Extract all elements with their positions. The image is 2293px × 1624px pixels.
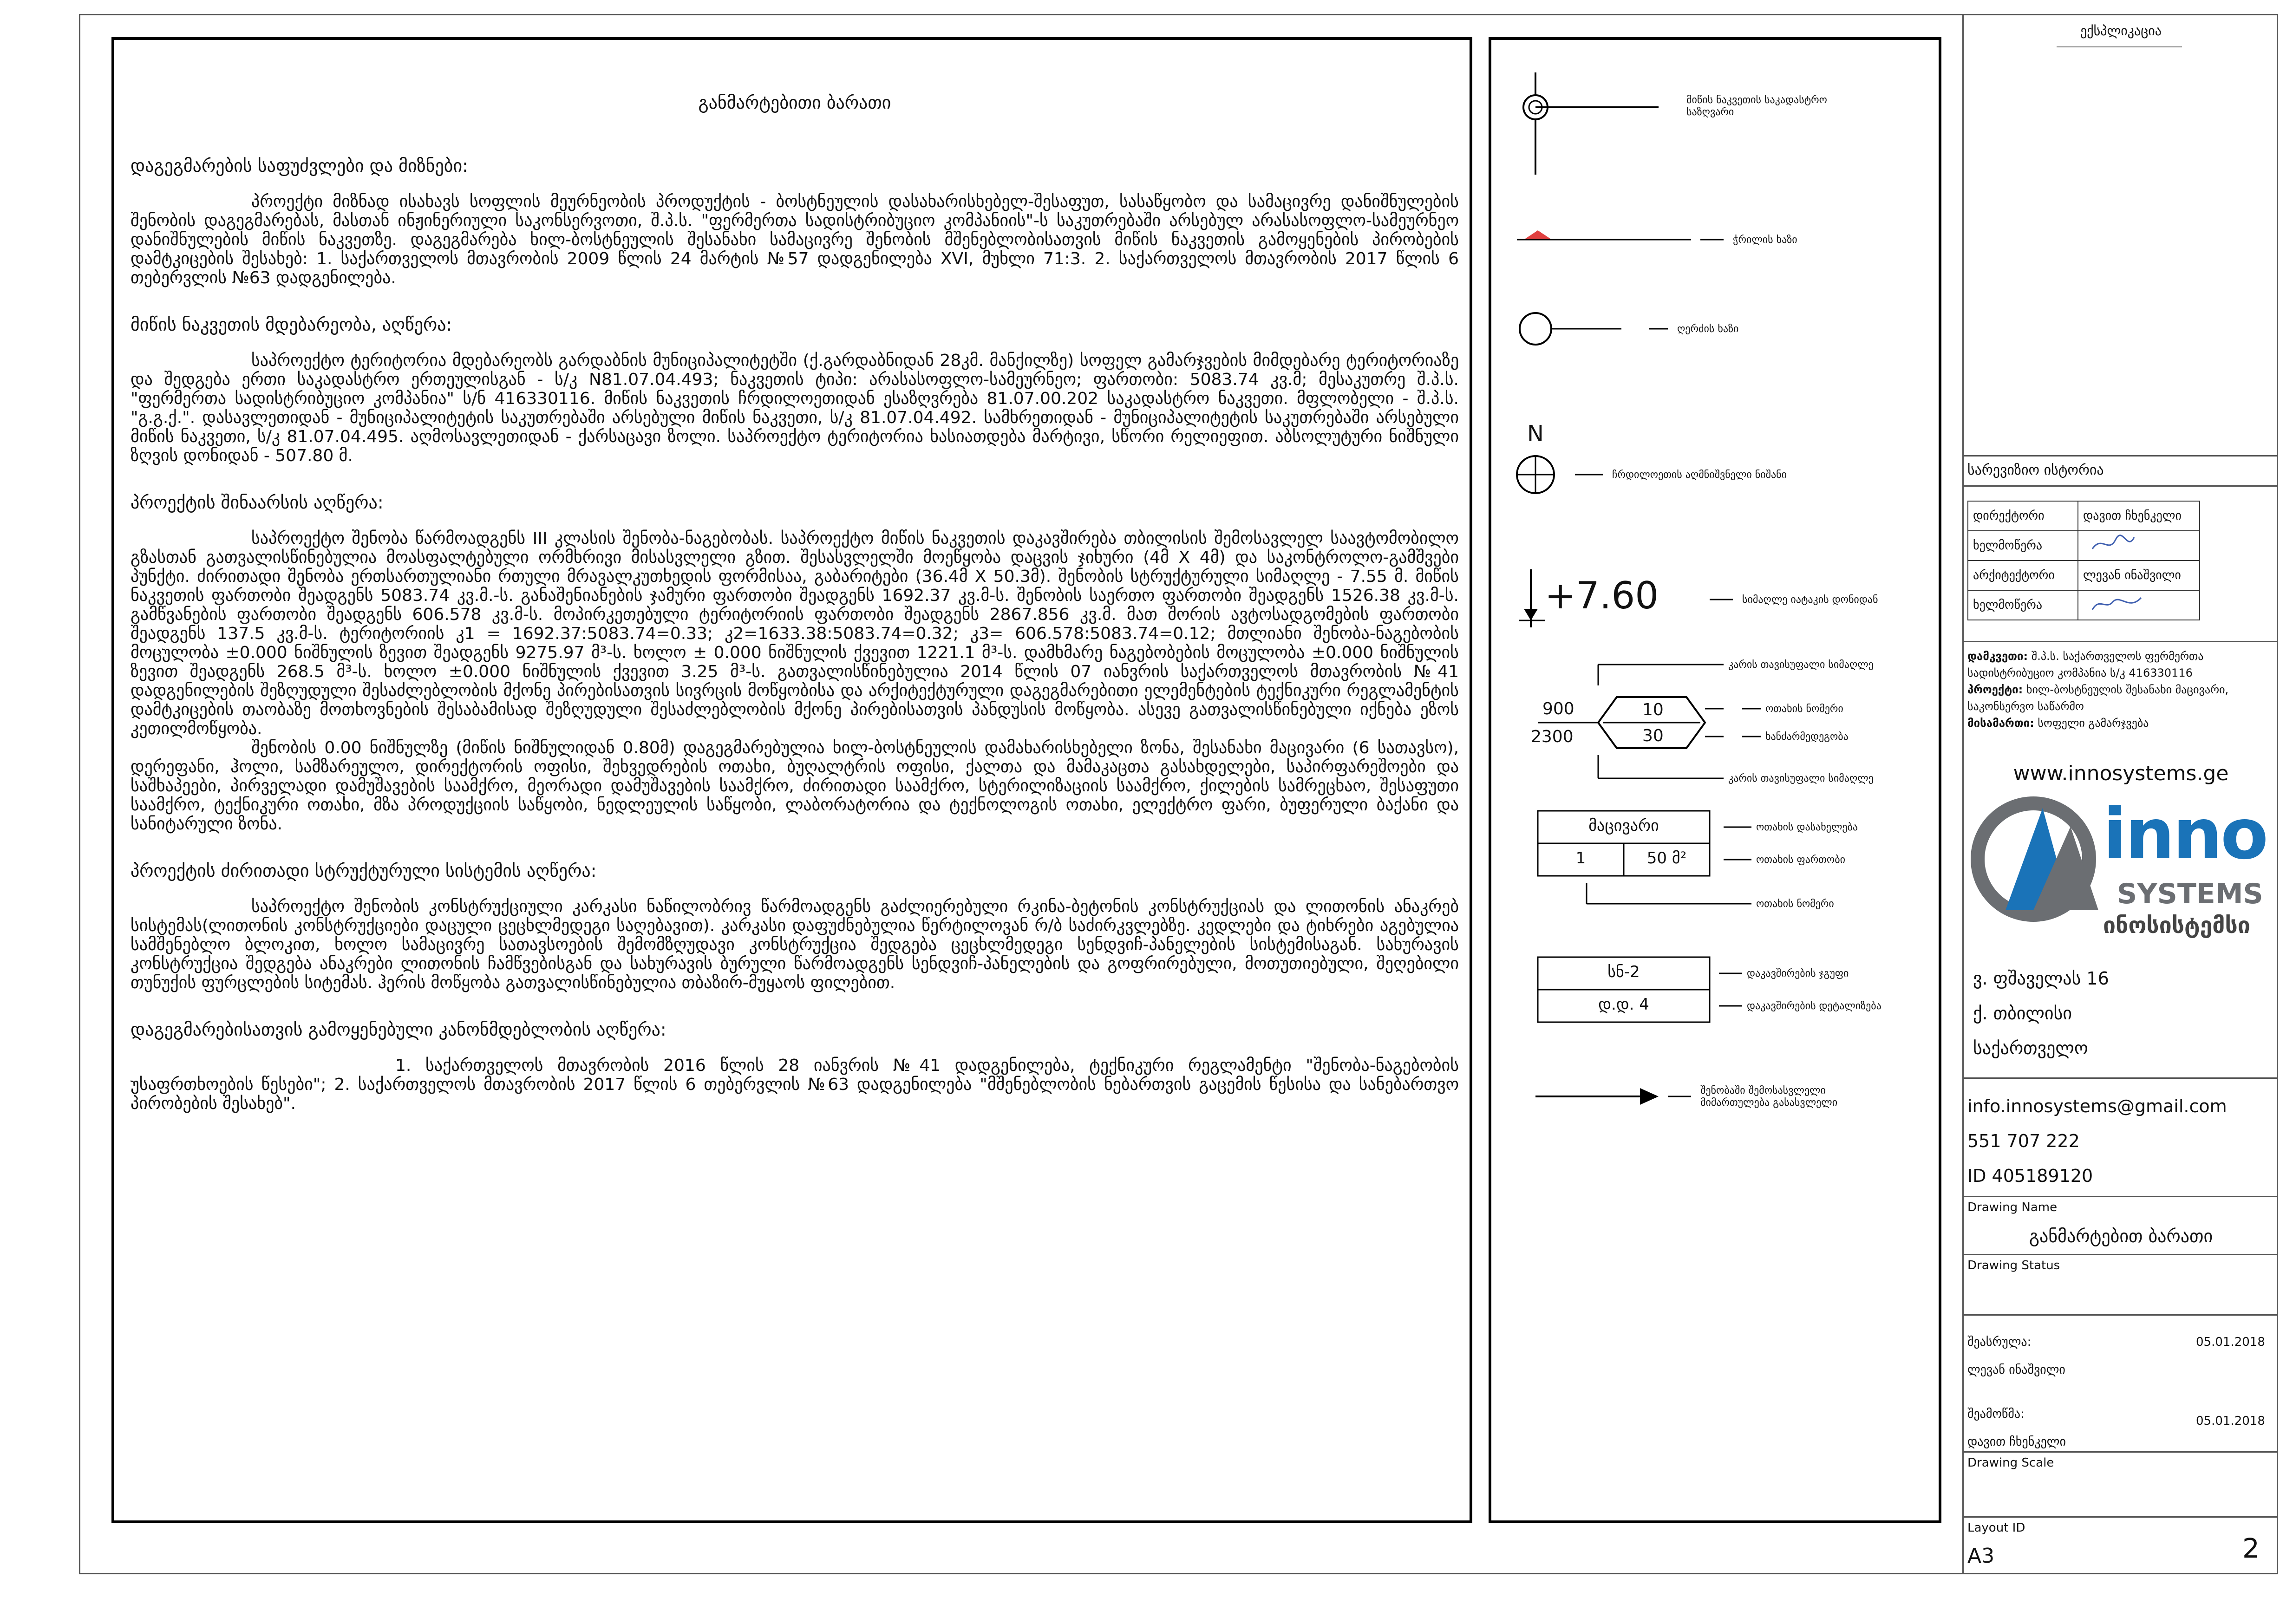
drawing-scale-label: Drawing Scale (1967, 1456, 2054, 1470)
table-row (1968, 501, 2200, 531)
role-cell: დირექტორი (1968, 501, 2078, 531)
door-top-value: 900 (1542, 699, 1574, 718)
table-row (1968, 561, 2200, 590)
logo-main-text: inno (2103, 794, 2267, 875)
level-value: +7.60 (1545, 574, 1659, 617)
drawing-status-label: Drawing Status (1967, 1259, 2060, 1272)
performed-date: 05.01.2018 (2196, 1335, 2265, 1349)
logo-geo-text: ინოსისტემსი (2103, 913, 2250, 939)
legend-label: კარის თავისუფალი სიმაღლე (1728, 659, 1874, 671)
logo-sub-text: SYSTEMS (2117, 878, 2263, 910)
room-area: 50 მ² (1646, 849, 1687, 867)
arrow-right-icon (1535, 1088, 1691, 1105)
cadastre-point-icon (1523, 72, 1659, 175)
role-cell: არქიტექტორი (1968, 561, 2078, 590)
group-detail: დ.დ. 4 (1598, 995, 1649, 1014)
table-row (1968, 531, 2200, 561)
signature-cell (2078, 590, 2200, 620)
legend-label: დაკავშირების დეტალიზება (1747, 1000, 1881, 1012)
legend-label: ჭრილის ხაზი (1733, 234, 1797, 246)
door-tag-icon (1538, 665, 1761, 778)
section-heading: მიწის ნაკვეთის მდებარეობა, აღწერა: (131, 314, 452, 335)
revision-table (1967, 501, 2200, 620)
layout-label: Layout ID (1967, 1521, 2025, 1535)
role-cell: ხელმოწერა (1968, 531, 2078, 561)
company-id: ID 405189120 (1967, 1166, 2093, 1186)
north-letter: N (1527, 421, 1544, 447)
table-row (1968, 590, 2200, 620)
section-heading: პროექტის ძირითადი სტრუქტურული სისტემის აღწერა: (131, 861, 597, 881)
legend-panel (1489, 37, 1941, 1523)
room-name: მაცივარი (1588, 816, 1659, 835)
legend-label: ღერძის ხაზი (1677, 323, 1739, 335)
signature-icon (2083, 533, 2139, 556)
notes-body (131, 93, 1459, 1141)
section-paragraph: 1. საქართველოს მთავრობის 2016 წლის 28 იანვრის №41 დადგენილება, ტექნიკური რეგლამენტი "შენობა-ნაგებობის უსაფრთხოების წესები"; 2. საქართველოს მთავრობის 2017 წლის 6 თებერვლის №63 დადგენილება "მშენებლობის ნებართვის გაცემის წესისა და სანებართვო პირობების შესახებ". (131, 1056, 1459, 1113)
legend-label: ოთახის დასახელება (1756, 822, 1858, 833)
legend-label: დაკავშირების ჯგუფი (1747, 968, 1849, 979)
section-heading: დაგეგმარების საფუძვლები და მიზნები: (131, 156, 468, 176)
name-cell: ლევან ინაშვილი (2078, 561, 2200, 590)
legend-label: ჩრდილოეთის აღმნიშვნელი ნიშანი (1612, 469, 1787, 481)
layout-id: A3 (1967, 1544, 1995, 1568)
drawing-name-label: Drawing Name (1967, 1200, 2058, 1214)
signature-cell (2078, 531, 2200, 561)
door-code-bottom: 30 (1642, 726, 1664, 745)
legend-label: ოთახის ნომერი (1756, 898, 1834, 910)
legend-label: ოთახის ფართობი (1756, 854, 1845, 866)
revision-title: სარევიზიო ისტორია (1967, 462, 2104, 478)
country: საქართველო (1973, 1038, 2088, 1058)
circle-icon (1520, 313, 1668, 345)
red-triangle-icon (1517, 230, 1724, 240)
performed-label: შეასრულა: (1967, 1335, 2032, 1349)
group-code: სნ-2 (1607, 963, 1640, 981)
section-paragraph: პროექტი მიზნად ისახავს სოფლის მეურნეობის პროდუქტის - ბოსტნეულის დასახარისხებელ-შესაფუთ, სასაწყობო და სამაცივრე დანიშნულების შენობის დაგეგმარებას, მასთან ინჟინერიული საკონსერვოთი, შ.პ.ს. "ფერმერთა სადისტრიბუციო კომპანიის"-ს საკუთრებაში არსებულ არასასოფლო-სამეურნეო დანიშნულების მიწის ნაკვეთზე. დაგეგმარება ხილ-ბოსტნეულის შესანახი სამაცივრე შენობის მშენებლობისათვის მიწის ნაკვეთის გამოყენების პირობების დამტკიცების შესახებ: 1. საქართველოს მთავრობის 2009 წლის 24 მარტის №57 დადგენილება XVI, მუხლი 71:3. 2. საქართველოს მთავრობის 2017 წლის 6 თებერვლის №63 დადგენილება. (131, 192, 1459, 287)
door-bottom-value: 2300 (1531, 727, 1574, 746)
project-info: დამკვეთი: შ.პ.ს. საქართველოს ფერმერთა სადისტრიბუციო კომპანია ს/კ 416330116 პროექტი: ხილ-ბოსტნეულის შესანახი მაცივარი, საკონსერვო საწარმო მისამართი: სოფელი გამარჯვება (1967, 650, 2229, 730)
notes-title: განმარტებითი ბარათი (698, 92, 891, 113)
room-number: 1 (1575, 849, 1586, 867)
street: ვ. ფშაველას 16 (1973, 968, 2109, 989)
legend-label: შენობაში შემოსასვლელი მიმართულება გასასვლელი (1700, 1085, 1838, 1109)
drawing-name: განმარტებით ბარათი (2029, 1226, 2213, 1246)
phone: 551 707 222 (1967, 1131, 2080, 1151)
notes-panel (111, 37, 1472, 1523)
role-cell: ხელმოწერა (1968, 590, 2078, 620)
legend-label: სიმაღლე იატაკის დონიდან (1742, 594, 1878, 606)
door-code-top: 10 (1642, 700, 1664, 719)
checked-label: შეამოწმა: (1967, 1407, 2025, 1421)
city: ქ. თბილისი (1973, 1003, 2072, 1024)
legend-label: კარის თავისუფალი სიმაღლე (1728, 773, 1874, 784)
name-cell: დავით ჩხენკელი (2078, 501, 2200, 531)
explanation-title: ექსპლიკაცია (2080, 23, 2162, 39)
section-paragraph: შენობის 0.00 ნიშნულზე (მიწის ნიშნულიდან 0.80მ) დაგეგმარებულია ხილ-ბოსტნეულის დამახარისხებელი ზონა, შესანახი მაცივარი (6 სათავსო), დერეფანი, ჰოლი, სამზარეულო, დირექტორის ოფისი, შეხვედრების ოთახი, ბუღალტრის ოფისი, ქალთა და მამაკაცთა გასახდელები, საპირფარეშოები და საშხაპეები, პირველადი დამუშავების საამქრო, მეორადი დამუშავების საამქრო, ძირითადი საამქრო, სტერილიზაციის საამქრო, ქილების სამრეცხაო, შესაფუთი საამქრო, ტექნიკური ოთახი, მზა პროდუქციის საწყობი, ნედლეულის საწყობი, ლაბორატორია და ტექნოლოგის ოთახი, ელექტრო ფარი, ბუფერული ბაქანი და სანიტარული ზონა. (131, 738, 1459, 834)
legend-label: მიწის ნაკვეთის საკადასტრო საზღვარი (1686, 94, 1827, 118)
website[interactable]: www.innosystems.ge (2013, 762, 2229, 785)
checked-by: დავით ჩხენკელი (1967, 1435, 2066, 1449)
checked-date: 05.01.2018 (2196, 1414, 2265, 1428)
section-paragraph: საპროექტო შენობის კონსტრუქციული კარკასი ნაწილობრივ წარმოადგენს გაძლიერებული რკინა-ბეტონის კონსტრუქციას და ლითონის ანაკრებ სისტემას(ლითონის კონსტრუქციები დაცული ცეცხლმედეგი საღებავით). კარკასი დაფუძნებულია წერტილოვან რ/ბ საძირკვლებზე. კედლები და ტიხრები აგებულია სამშენებლო ბლოკით, ხოლო სამაცივრე სათავსოების შემომზღუდავი კონსტრუქცია შედგება ცეცხლმედეგი სენდვიჩ-პანელების სისტემისაგან. სახურავის კონსტრუქცია შედგება ანაკრები ლითონის ჩამწვებისგან და სახურავის ბურული წარმოადგენს სენდვიჩ-პანელების და გოფრირებული, მოთუთიებული, შეღებილი თუნუქის ფურცლების სიტემას. ჰერის მოწყობა გათვალისწინებულია თბაზირ-მუყაოს ფილებით. (131, 897, 1459, 992)
legend-label: ხანძარმედეგობა (1765, 731, 1849, 743)
north-arrow-icon (1517, 456, 1603, 493)
section-paragraph: საპროექტო შენობა წარმოადგენს III კლასის შენობა-ნაგებობას. საპროექტო მიწის ნაკვეთის დაკავშირება თბილისის შემოსავლელ საავტომობილო გზასთან გათვალისწინებულია მოასფალტებული ორმხრივი მისასვლელი გზით. შესასვლელში მოეწყობა დაცვის ჯიხური (4მ X 4მ) და საკონტროლო-გამშვები პუნქტი. ძირითადი შენობა ერთსართულიანი რთული მრავალკუთხედის ფორმისაა, გაბარიტები (36.4მ X 50.3მ). შენობის სტრუქტურული სიმაღლე - 7.55 მ. მიწის ნაკვეთის ფართობი შეადგენს 5083.74 კვ.მ.-ს. განაშენიანების ჯამური ფართობი შეადგენს 1692.37 კვ.მ-ს. შენობის საერთო ფართობი შეადგენს 1526.38 კვ.მ-ს. გამწვანების ფართობი შეადგენს 606.578 კვ.მ-ს. მოპირკეთებული ტერიტორიის ფართობი შეადგენს 2867.856 კვ.მ. მათ შორის ავტოსადგომების ფართობი შეადგენს 137.5 კვ.მ-ს. ტერიტორიის კ1 = 1692.37:5083.74=0.33; კ2=1633.38:5083.74=0.32; კ3= 606.578:5083.74=0.12; მთლიანი შენობა-ნაგებობის მოცულობა ±0.000 ნიშნულის ზევით შეადგენს 9275.97 მ³-ს. ხოლო ± 0.000 ნიშნულის ქვევით 1221.1 მ³-ს. დამხმარე ნაგებობების მოცულობა ±0.000 ნიშნულის ზევით შეადგენს 268.5 მ³-ს. ხოლო ±0.000 ნიშნულის ქვევით 3.25 მ³-ს. გათვალისწინებულია 2014 წლის 07 იანვრის საქართველოს მთავრობის №41 დადგენილების შეზღუდული შესაძლებლობის მქონე პირებისათვის სივრცის მოწყობისა და არქიტექტურული დაგეგმარებითი ელემენტების ტექნიკური რეგლამენტის დამტკიცების თაობაზე მოთხოვნების შესაბამისად შეზღუდული შესაძლებლობის მქონე პირებისათვის პანდუსის მოწყობა. ასევე გათვალისწინებული იქნება ეზოს კეთილმოწყობა. (131, 529, 1459, 738)
signature-icon (2083, 592, 2148, 615)
sheet-number: 2 (2242, 1533, 2260, 1564)
section-heading: პროექტის შინაარსის აღწერა: (131, 492, 384, 513)
performed-by: ლევან ინაშვილი (1967, 1363, 2065, 1377)
section-heading: დაგეგმარებისათვის გამოყენებული კანონმდებლობის აღწერა: (131, 1019, 666, 1040)
email[interactable]: info.innosystems@gmail.com (1967, 1096, 2227, 1116)
titleblock (1964, 14, 2278, 1574)
section-paragraph: საპროექტო ტერიტორია მდებარეობს გარდაბნის მუნიციპალიტეტში (ქ.გარდაბნიდან 28კმ. მანქილზე) სოფელ გამარჯვების მიმდებარე ტერიტორიაზე და შედგება ერთი საკადასტრო ერთეულისგან - ს/კ N81.07.04.493; ნაკვეთის ტიპი: არასასოფლო-სამეურნეო; ფართობი: 5083.74 კვ.მ; მესაკუთრე შ.პ.ს. "ფერმერთა სადისტრიბუციო კომპანია" ს/ნ 416330116. მიწის ნაკვეთის ჩრდილოეთიდან ესაზღვრება 81.07.00.202 საკადასტრო ნაკვეთი. მფლობელი - შ.პ.ს. "გ.გ.ქ.". დასავლეთიდან - მუნიციპალიტეტის საკუთრებაში არსებული მიწის ნაკვეთი, ს/კ 81.07.04.492. სამხრეთიდან - მუნიციპალიტეტის საკუთრებაში არსებული მიწის ნაკვეთი, ს/კ 81.07.04.495. აღმოსავლეთიდან - ქარსაცავი ზოლი. საპროექტო ტერიტორია ხასიათდება მარტივი, სწორი რელიეფით. აბსოლუტური ნიშნული ზღვის დონიდან - 507.80 მ. (131, 351, 1459, 465)
legend-label: ოთახის ნომერი (1765, 703, 1843, 715)
